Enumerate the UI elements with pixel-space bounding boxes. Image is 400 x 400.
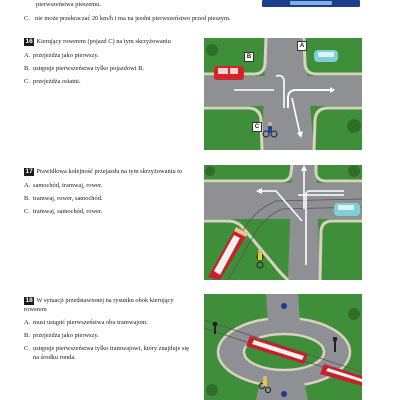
- answer-text: samochód, tramwaj, rower.: [33, 181, 103, 189]
- question-17: [24, 168, 194, 221]
- answer-text: musi ustąpić pierwszeństwa obu tramwajom.: [33, 319, 148, 327]
- answer-letter: A.: [24, 51, 31, 59]
- answer-letter: C.: [24, 15, 30, 22]
- answer-text: tramwaj, rower, samochód.: [33, 194, 103, 202]
- previous-answer-c: [24, 15, 231, 24]
- question-stem-text: W sytuacji przedstawionej na rysunku obok kierujący rowerem: [24, 297, 174, 313]
- teal-car-a: [314, 50, 338, 62]
- question-number: 18: [25, 297, 33, 304]
- answer-letter: B.: [24, 64, 30, 72]
- answer-letter: C.: [24, 345, 30, 353]
- answer-text: tramwaj, samochód, rower.: [33, 207, 103, 215]
- question-stem-text: Kierujący rowerem (pojazd C) na tym skrzyżowaniu: [36, 38, 171, 45]
- label-c: C: [252, 122, 262, 132]
- answer-letter: B.: [24, 332, 30, 340]
- illustration-roundabout-18: [204, 294, 362, 400]
- answer-option-b[interactable]: [24, 332, 194, 341]
- previous-answer-b-tail: pierwszeństwa pieszemu.: [36, 1, 101, 8]
- answer-text: przejeżdża jako pierwszy.: [33, 51, 99, 59]
- answer-text: przejeżdża jako pierwszy.: [33, 332, 99, 340]
- question-number: 17: [25, 168, 33, 175]
- answer-option-c[interactable]: [24, 78, 194, 87]
- answer-letter: C.: [24, 207, 30, 215]
- answer-letter: A.: [24, 181, 31, 189]
- question-18: [24, 297, 194, 367]
- question-stem: [24, 38, 194, 47]
- label-a: A: [297, 41, 307, 51]
- question-stem: [24, 168, 194, 177]
- question-number: 16: [25, 38, 33, 45]
- header-badge-inner: [290, 1, 332, 5]
- question-16: [24, 38, 194, 91]
- answer-option-b[interactable]: [24, 65, 194, 74]
- illustration-intersection-17: [204, 165, 362, 280]
- red-car-b: [214, 66, 244, 80]
- answer-option-a[interactable]: [24, 182, 194, 191]
- label-b: B: [244, 52, 254, 62]
- answer-letter: C.: [24, 77, 30, 85]
- answer-option-c[interactable]: [24, 345, 194, 362]
- answer-letter: A.: [24, 319, 31, 327]
- question-stem: [24, 297, 194, 314]
- answer-text: nie może przekraczać 20 km/h i ma na jezdni pierwszeństwo przed pieszym.: [35, 15, 231, 22]
- answer-option-b[interactable]: [24, 195, 194, 204]
- header-badge: [262, 0, 360, 7]
- answer-text: ustępuje pierwszeństwa tylko tramwajowi, który znajduje się na środku ronda.: [33, 345, 189, 361]
- answer-option-a[interactable]: [24, 319, 194, 328]
- question-stem-text: Prawidłowa kolejność przejazdu na tym skrzyżowaniu to: [36, 168, 183, 175]
- answer-text: przejeżdża ostatni.: [33, 77, 81, 85]
- answer-text: ustępuje pierwszeństwa tylko pojazdowi B.: [33, 64, 144, 72]
- answer-option-a[interactable]: [24, 52, 194, 61]
- answer-option-c[interactable]: [24, 208, 194, 217]
- teal-car: [334, 203, 360, 216]
- illustration-intersection-16: [204, 38, 362, 150]
- answer-letter: B.: [24, 194, 30, 202]
